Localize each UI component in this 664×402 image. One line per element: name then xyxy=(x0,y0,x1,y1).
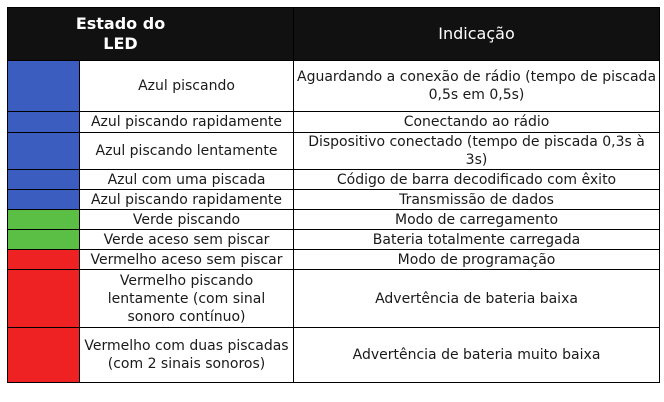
table-row xyxy=(8,190,660,210)
led-state-cell: Azul piscando rapidamente xyxy=(80,112,294,133)
indication-cell: Código de barra decodificado com êxito xyxy=(294,170,660,190)
led-state-cell: Azul piscando lentamente xyxy=(80,133,294,170)
led-state-cell: Verde aceso sem piscar xyxy=(80,230,294,250)
led-color-swatch xyxy=(8,190,80,210)
table-row xyxy=(8,170,660,190)
led-color-swatch xyxy=(8,328,80,383)
led-state-cell: Verde piscando xyxy=(80,210,294,230)
header-led-state-line2: LED xyxy=(103,34,138,53)
led-color-swatch xyxy=(8,112,80,133)
indication-cell: Aguardando a conexão de rádio (tempo de piscada 0,5s em 0,5s) xyxy=(294,61,660,112)
indication-cell: Advertência de bateria muito baixa xyxy=(294,328,660,383)
table-row xyxy=(8,112,660,133)
led-color-swatch xyxy=(8,250,80,270)
table-row xyxy=(8,270,660,328)
led-color-swatch xyxy=(8,133,80,170)
led-state-cell: Vermelho aceso sem piscar xyxy=(80,250,294,270)
led-color-swatch xyxy=(8,210,80,230)
led-state-cell: Azul piscando xyxy=(80,61,294,112)
table-row xyxy=(8,250,660,270)
led-status-table xyxy=(7,7,660,383)
indication-cell: Bateria totalmente carregada xyxy=(294,230,660,250)
header-led-state-line1: Estado do xyxy=(75,14,166,33)
led-color-swatch xyxy=(8,170,80,190)
led-state-cell: Azul piscando rapidamente xyxy=(80,190,294,210)
led-state-cell: Vermelho com duas piscadas (com 2 sinais sonoros) xyxy=(80,328,294,383)
led-state-cell: Vermelho piscando lentamente (com sinal sonoro contínuo) xyxy=(80,270,294,328)
led-color-swatch xyxy=(8,61,80,112)
indication-cell: Modo de carregamento xyxy=(294,210,660,230)
indication-cell: Transmissão de dados xyxy=(294,190,660,210)
table-row xyxy=(8,210,660,230)
led-state-cell: Azul com uma piscada xyxy=(80,170,294,190)
indication-cell: Dispositivo conectado (tempo de piscada 0,3s à 3s) xyxy=(294,133,660,170)
led-color-swatch xyxy=(8,230,80,250)
table-row xyxy=(8,328,660,383)
table-row xyxy=(8,133,660,170)
table-header-row xyxy=(8,8,660,61)
table-row xyxy=(8,61,660,112)
indication-cell: Advertência de bateria baixa xyxy=(294,270,660,328)
header-indication: Indicação xyxy=(294,8,660,61)
table-row xyxy=(8,230,660,250)
led-color-swatch xyxy=(8,270,80,328)
indication-cell: Modo de programação xyxy=(294,250,660,270)
header-led-state xyxy=(8,8,294,61)
indication-cell: Conectando ao rádio xyxy=(294,112,660,133)
